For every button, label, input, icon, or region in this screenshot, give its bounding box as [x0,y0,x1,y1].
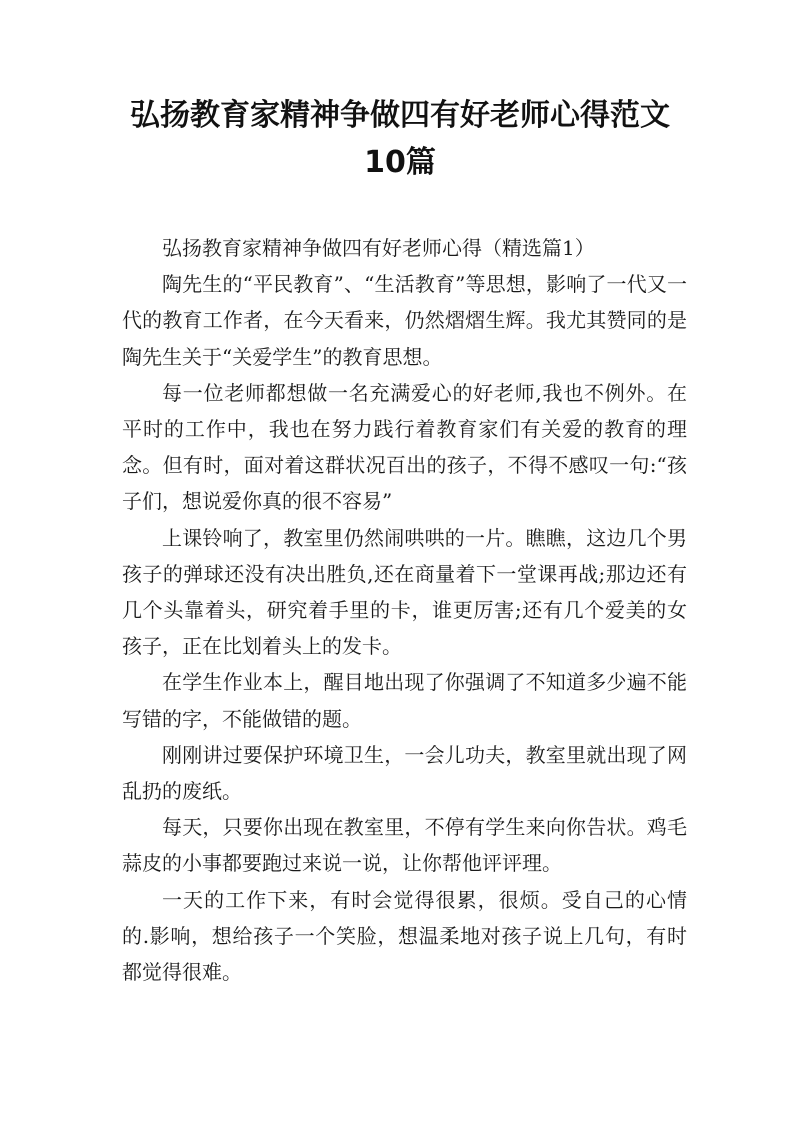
body-paragraph: 每天，只要你出现在教室里，不停有学生来向你告状。鸡毛蒜皮的小事都要跑过来说一说，让你帮他评评理。 [122,815,687,876]
document-title-line-1: 弘扬教育家精神争做四有好老师心得范文 [130,98,670,133]
body-paragraph: 每一位老师都想做一名充满爱心的好老师,我也不例外。在平时的工作中，我也在努力践行着教育家们有关爱的教育的理念。但有时，面对着这群状况百出的孩子，不得不感叹一句:“孩子们，想说爱你真的很不容易” [122,380,687,514]
document-title-line-2: 10篇 [364,145,436,180]
body-paragraph: 陶先生的“平民教育”、“生活教育”等思想，影响了一代又一代的教育工作者，在今天看来，仍然熠熠生辉。我尤其赞同的是陶先生关于“关爱学生”的教育思想。 [122,272,687,369]
document-body [122,230,687,990]
body-paragraph: 一天的工作下来，有时会觉得很累，很烦。受自己的心情的.影响，想给孩子一个笑脸，想温柔地对孩子说上几句，有时都觉得很难。 [122,887,687,985]
body-paragraph: 刚刚讲过要保护环境卫生，一会儿功夫，教室里就出现了网乱扔的废纸。 [122,742,687,804]
body-paragraph: 上课铃响了，教室里仍然闹哄哄的一片。瞧瞧，这边几个男孩子的弹球还没有决出胜负,还在商量着下一堂课再战;那边还有几个头靠着头，研究着手里的卡，谁更厉害;还有几个爱美的女孩子，正在比划着头上的发卡。 [122,525,687,659]
body-paragraph: 在学生作业本上，醒目地出现了你强调了不知道多少遍不能写错的字，不能做错的题。 [122,670,687,731]
section-heading: 弘扬教育家精神争做四有好老师心得（精选篇1） [162,236,595,260]
